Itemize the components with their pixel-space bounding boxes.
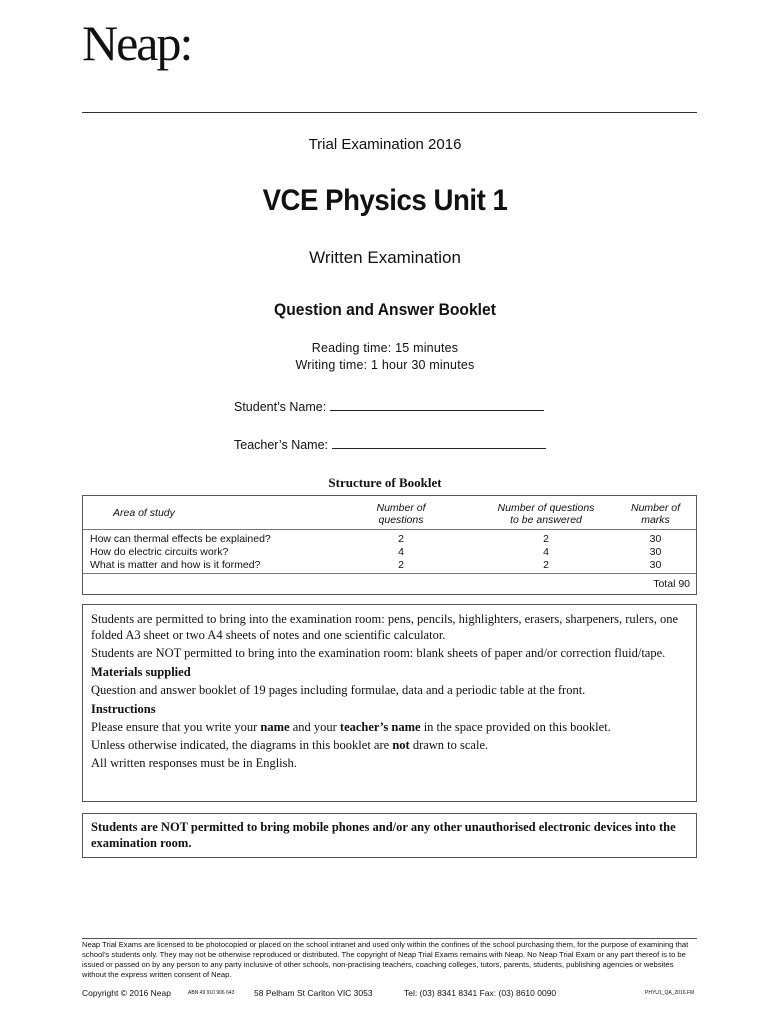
mobile-phone-warning: Students are NOT permitted to bring mobile phones and/or any other unauthorised electronic devices into the examination room. — [82, 813, 697, 858]
instruction-1-d: teacher’s name — [339, 720, 421, 734]
header-num-questions-l1: Number of — [376, 502, 426, 514]
instruction-1-e: in the space provided on this booklet. — [420, 720, 611, 734]
header-marks — [618, 502, 693, 526]
table-row-2-a: 4 — [543, 546, 549, 558]
table-row-3-q: 2 — [398, 559, 404, 571]
teacher-name-field[interactable] — [234, 438, 546, 452]
permitted-text: Students are permitted to bring into the examination room: pens, pencils, highlighters, erasers, sharpeners, rulers, one folded A3 sheet or two A4 sheets of notes and one scientific calculator. — [91, 612, 679, 642]
structure-table — [82, 495, 697, 595]
exam-type: Trial Examination 2016 — [308, 136, 462, 153]
header-marks-l1: Number of — [630, 502, 681, 514]
reading-time: Reading time: 15 minutes — [311, 341, 459, 355]
table-row-1-area: How can thermal effects be explained? — [90, 533, 271, 545]
table-row-1-q: 2 — [398, 533, 404, 545]
structure-title: Structure of Booklet — [328, 475, 442, 490]
header-marks-l2: marks — [641, 514, 670, 526]
header-num-answered-l1: Number of questions — [497, 502, 595, 514]
table-row-2-area: How do electric circuits work? — [90, 546, 229, 558]
header-num-questions-l2: questions — [378, 514, 424, 526]
table-total: Total 90 — [653, 578, 690, 590]
table-header-rule — [83, 529, 696, 530]
writing-time: Writing time: 1 hour 30 minutes — [295, 358, 475, 372]
rules-box — [82, 604, 697, 802]
footer-address: 58 Pelham St Carlton VIC 3053 — [254, 988, 373, 998]
instruction-2-a: Unless otherwise indicated, the diagrams in this booklet are — [91, 738, 393, 752]
table-row-2-m: 30 — [649, 546, 662, 558]
footer-abn: ABN 49 910 906 643 — [188, 990, 235, 996]
teacher-name-label: Teacher’s Name: — [234, 438, 329, 452]
instruction-1-a: Please ensure that you write your — [91, 720, 261, 734]
student-name-field[interactable] — [234, 400, 544, 414]
header-num-questions — [341, 502, 461, 526]
student-name-line[interactable] — [330, 400, 544, 411]
materials-text: Question and answer booklet of 19 pages including formulae, data and a periodic table at the front. — [91, 683, 586, 697]
table-row-1-m: 30 — [649, 533, 662, 545]
table-row-3-area: What is matter and how is it formed? — [90, 559, 261, 571]
footer-code: PHYU1_QA_2016.FM — [645, 990, 695, 996]
table-row-2-q: 4 — [398, 546, 404, 558]
booklet-type: Question and Answer Booklet — [274, 300, 496, 319]
not-permitted-text: Students are NOT permitted to bring into the examination room: blank sheets of paper and/or correction fluid/tape. — [91, 646, 666, 660]
exam-title: VCE Physics Unit 1 — [262, 184, 508, 217]
header-divider — [82, 112, 697, 113]
instruction-1 — [91, 719, 688, 735]
instruction-3: All written responses must be in English. — [91, 756, 297, 770]
exam-subtitle: Written Examination — [309, 248, 461, 267]
header-area: Area of study — [113, 507, 175, 519]
footer-phone: Tel: (03) 8341 8341 Fax: (03) 8610 0090 — [404, 988, 557, 998]
footer-copyright: Copyright © 2016 Neap — [82, 988, 171, 998]
table-total-rule — [83, 573, 696, 574]
materials-heading: Materials supplied — [91, 665, 191, 679]
instruction-1-b: name — [260, 720, 290, 734]
table-row-1-a: 2 — [543, 533, 549, 545]
student-name-label: Student’s Name: — [234, 400, 327, 414]
neap-logo: Neap: — [82, 15, 192, 71]
instructions-heading: Instructions — [91, 702, 156, 716]
instruction-2-c: drawn to scale. — [409, 738, 489, 752]
footer-license-text: Neap Trial Exams are licensed to be photocopied or placed on the school intranet and used only within the confines of the school purchasing them, for the purpose of examining that school’s students only. They may not be otherwise reproduced or distributed. The copyright of Neap Trial Exams remains with Neap. No Neap Trial Exam or any part thereof is to be issued or passed on by any person to any party inclusive of other schools, non-practising teachers, coaching colleges, tutors, parents, students, publishing agencies or websites without the express written consent of Neap. — [82, 940, 689, 979]
instruction-1-c: and your — [289, 720, 340, 734]
footer-divider — [82, 938, 697, 939]
instruction-2-b: not — [392, 738, 410, 752]
header-num-answered-l2: to be answered — [510, 514, 582, 526]
teacher-name-line[interactable] — [332, 438, 546, 449]
table-row-3-m: 30 — [649, 559, 662, 571]
instruction-2 — [91, 737, 688, 753]
header-num-answered — [481, 502, 611, 526]
table-row-3-a: 2 — [543, 559, 549, 571]
